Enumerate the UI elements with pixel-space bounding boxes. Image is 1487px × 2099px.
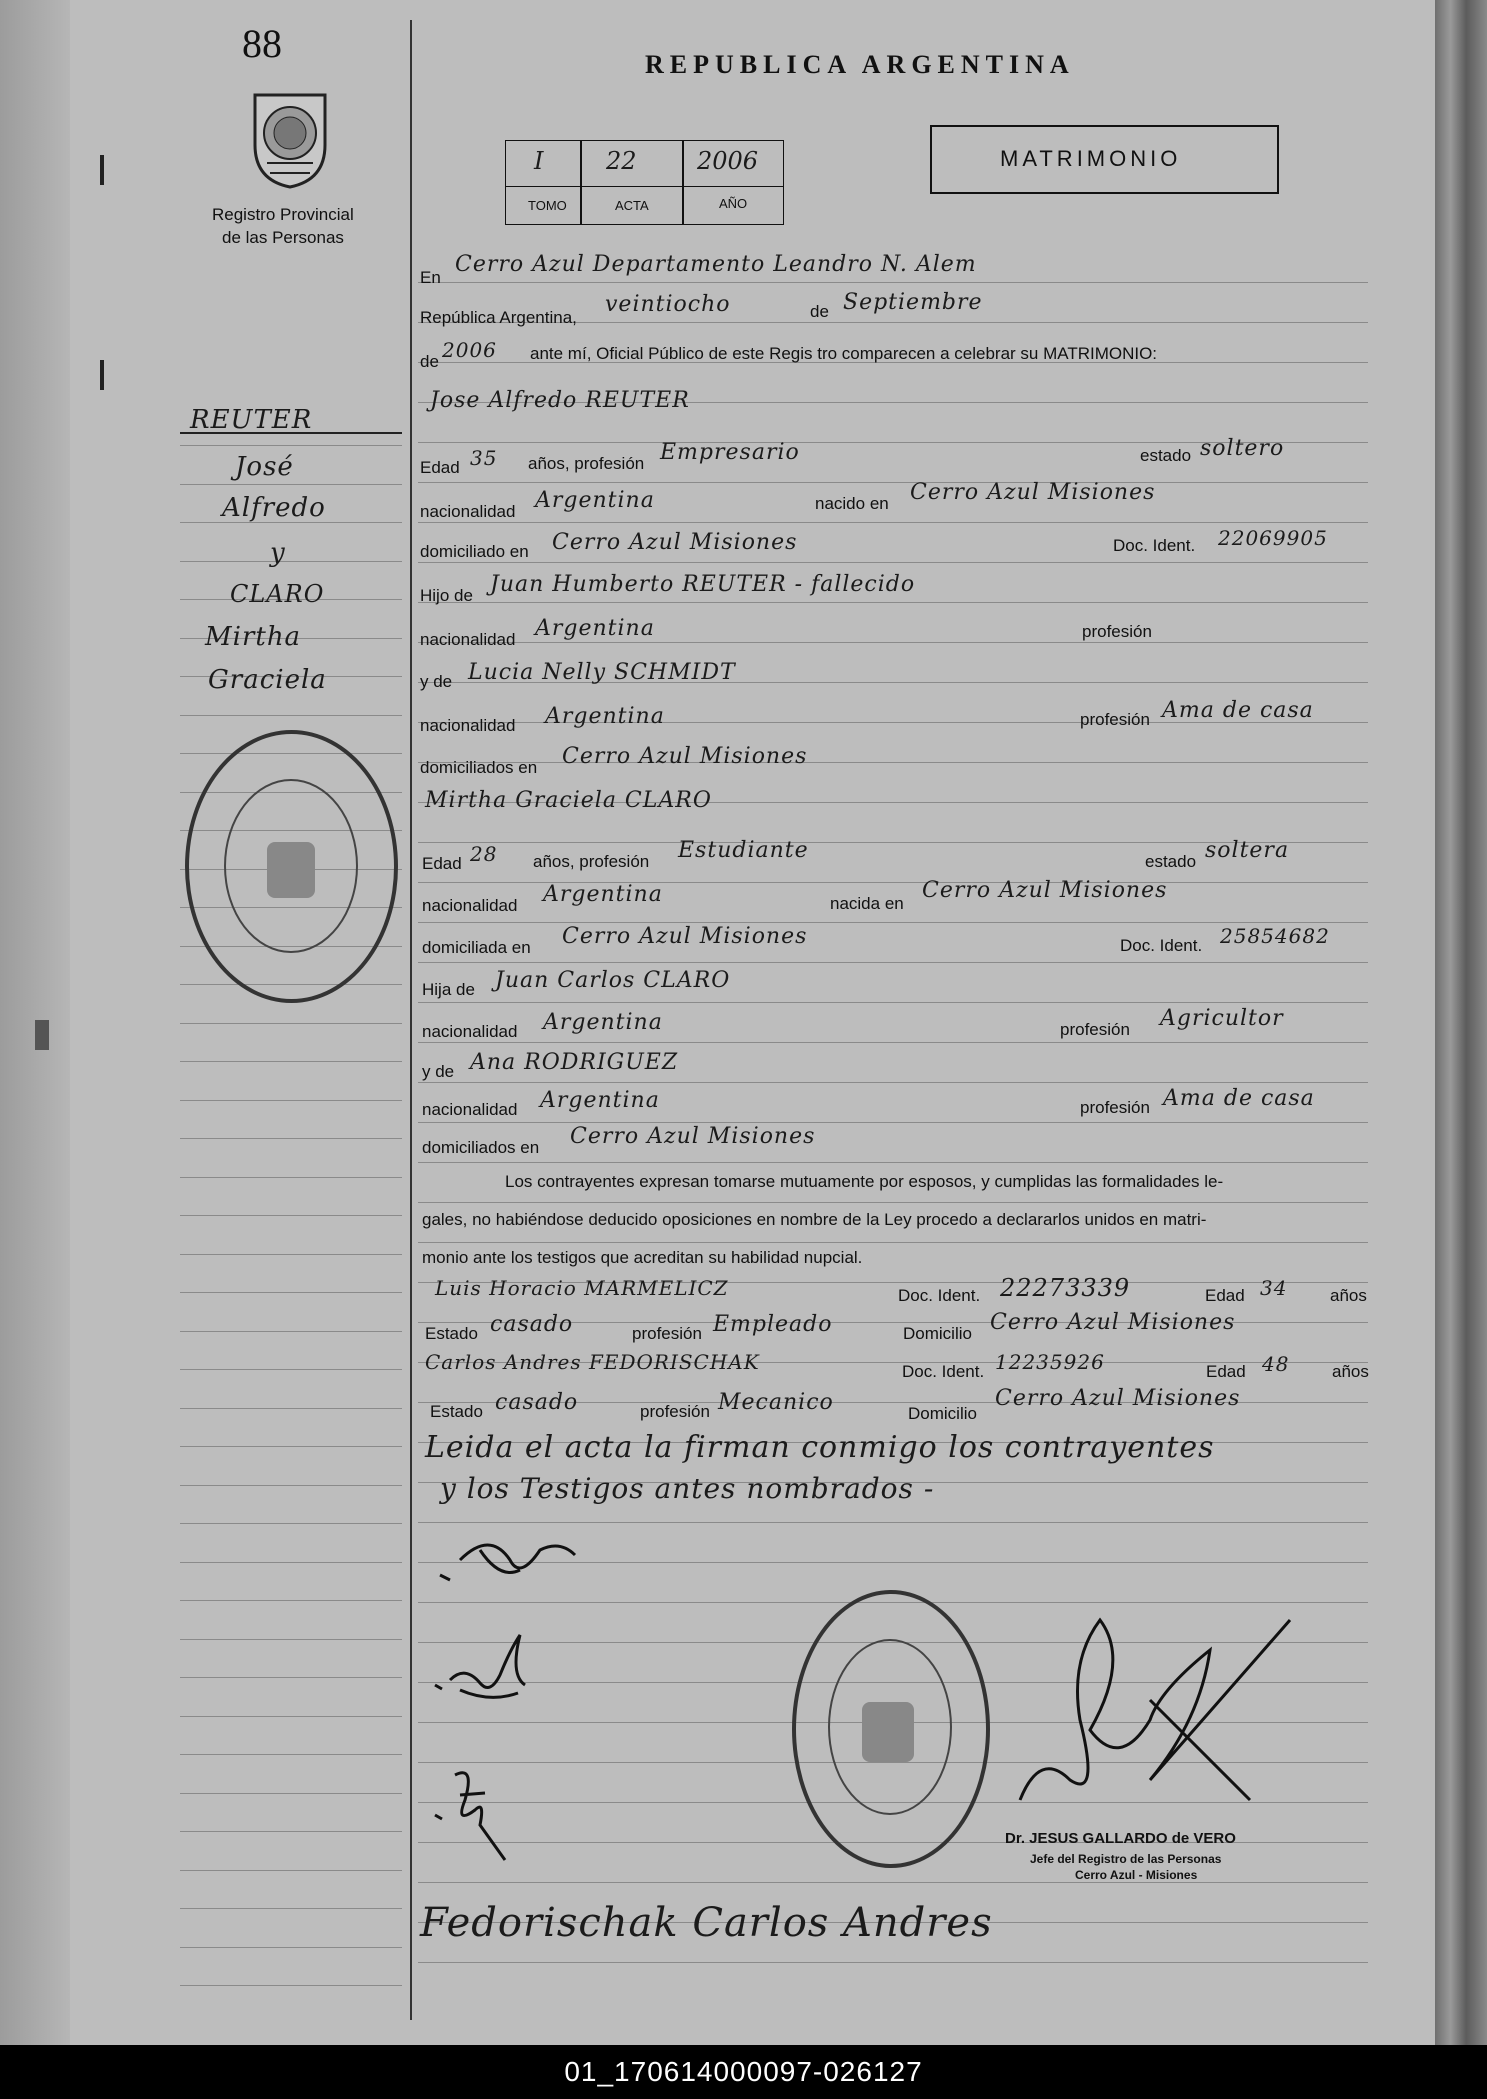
groom-nationality: Argentina (535, 488, 655, 513)
groom-yde-label: y de (420, 672, 453, 691)
witness2-signature: Fedorischak Carlos Andres (420, 1900, 993, 1946)
ruled-line (418, 482, 1368, 483)
ruled-line (418, 1202, 1368, 1203)
ruled-line (180, 715, 402, 716)
groom-father: Juan Humberto REUTER - fallecido (490, 572, 916, 597)
margin-name-5: Mirtha (205, 622, 302, 652)
groom-edad-label: Edad (420, 458, 460, 477)
groom-domicile: Cerro Azul Misiones (552, 530, 798, 555)
declaration-line3: monio ante los testigos que acreditan su habilidad nupcial. (422, 1248, 863, 1267)
groom-hijo-label: Hijo de (420, 586, 473, 605)
groom-estado-label: estado (1140, 446, 1192, 465)
ruled-line (180, 1061, 402, 1062)
groom-mother-nationality: Argentina (545, 704, 665, 729)
ruled-line (180, 1331, 402, 1332)
bride-mother-nationality: Argentina (540, 1088, 660, 1113)
ruled-line (180, 1754, 402, 1755)
ruled-line (418, 1962, 1368, 1963)
bride-edad-label: Edad (422, 854, 462, 873)
bride-nationality: Argentina (543, 882, 663, 907)
ruled-line (180, 1908, 402, 1909)
ruled-line (180, 1100, 402, 1101)
witness2-estado-label: Estado (430, 1402, 483, 1421)
ruled-line (180, 1177, 402, 1178)
bride-birthplace: Cerro Azul Misiones (922, 878, 1168, 903)
groom-mother: Lucia Nelly SCHMIDT (468, 660, 736, 685)
bride-yde-label: y de (422, 1062, 455, 1081)
witness2-profession: Mecanico (718, 1390, 834, 1415)
intro-year: 2006 (442, 338, 497, 362)
witness1-name: Luis Horacio MARMELICZ (435, 1276, 729, 1300)
registry-name-line1: Registro Provincial (212, 205, 354, 224)
ruled-line (180, 1639, 402, 1640)
bride-estado-label: estado (1145, 852, 1197, 871)
bride-nacionalidad-label: nacionalidad (422, 896, 518, 915)
de-label-2: de (420, 352, 439, 371)
groom-nacionalidad-label: nacionalidad (420, 502, 516, 521)
binding-mark (100, 360, 104, 390)
ruled-line (180, 1254, 402, 1255)
binding-edge-right (1435, 0, 1487, 2045)
ruled-line (180, 1793, 402, 1794)
groom-anios-profesion-label: años, profesión (528, 454, 645, 473)
bride-parents-dom-label: domiciliados en (422, 1138, 540, 1157)
bride-nacida-label: nacida en (830, 894, 904, 913)
margin-underline (180, 432, 402, 434)
margin-name-1: José (235, 452, 294, 482)
bride-doc: 25854682 (1220, 924, 1330, 948)
ruled-line (180, 484, 402, 485)
witness2-domicile: Cerro Azul Misiones (995, 1386, 1241, 1411)
de-label: de (810, 302, 829, 321)
bride-parents-domicile: Cerro Azul Misiones (570, 1124, 816, 1149)
groom-name: Jose Alfredo REUTER (430, 388, 690, 413)
ruled-line (180, 445, 402, 446)
ruled-line (180, 1716, 402, 1717)
ruled-line (180, 1446, 402, 1447)
bride-signature (430, 1625, 550, 1715)
groom-doc-label: Doc. Ident. (1113, 536, 1196, 555)
ruled-line (180, 1600, 402, 1601)
bride-father: Juan Carlos CLARO (495, 968, 731, 993)
registry-stamp-center (792, 1590, 990, 1868)
bride-name: Mirtha Graciela CLARO (425, 788, 712, 813)
anio-label: AÑO (719, 196, 748, 211)
groom-domiciliado-label: domiciliado en (420, 542, 529, 561)
binding-mark (35, 1020, 49, 1050)
ruled-line (418, 562, 1368, 563)
witness1-signature (430, 1755, 520, 1865)
ruled-line (418, 1882, 1368, 1883)
anio-value: 2006 (697, 147, 759, 175)
ruled-line (180, 1485, 402, 1486)
registry-name-line2: de las Personas (222, 228, 344, 247)
witness1-edad-label: Edad (1205, 1286, 1245, 1305)
witness2-profesion-label: profesión (640, 1402, 710, 1421)
acta-cell (580, 140, 684, 187)
ruled-line (418, 1082, 1368, 1083)
ruled-line (180, 561, 402, 562)
witness2-age: 48 (1262, 1352, 1290, 1376)
ruled-line (418, 922, 1368, 923)
groom-profession: Empresario (660, 440, 800, 465)
officer-place: Cerro Azul - Misiones (1075, 1868, 1198, 1882)
registry-stamp-left (185, 730, 398, 1003)
witness1-doc-label: Doc. Ident. (898, 1286, 981, 1305)
bride-status: soltera (1205, 838, 1290, 863)
groom-parents-domicile: Cerro Azul Misiones (562, 744, 808, 769)
groom-doc: 22069905 (1218, 526, 1328, 550)
country-title: REPUBLICA ARGENTINA (645, 50, 1075, 79)
bride-mother-prof-label: profesión (1080, 1098, 1150, 1117)
bride-domiciliada-label: domiciliada en (422, 938, 531, 957)
ruled-line (180, 1985, 402, 1986)
witness1-domicile: Cerro Azul Misiones (990, 1310, 1236, 1335)
declaration-line2: gales, no habiéndose deducido oposiciones en nombre de la Ley procedo a declararlos unidos en matri- (422, 1210, 1207, 1229)
bride-mother-profession: Ama de casa (1163, 1086, 1315, 1111)
provincial-seal-icon (245, 85, 335, 190)
record-type: MATRIMONIO (1000, 146, 1182, 171)
ruled-line (418, 762, 1368, 763)
intro-place: Cerro Azul Departamento Leandro N. Alem (455, 252, 977, 277)
ruled-line (418, 642, 1368, 643)
witness1-domicilio-label: Domicilio (903, 1324, 972, 1343)
intro-month: Septiembre (843, 290, 983, 315)
ruled-line (418, 1002, 1368, 1003)
ruled-line (180, 1523, 402, 1524)
groom-mother-prof-label: profesión (1080, 710, 1150, 729)
ruled-line (418, 1042, 1368, 1043)
declaration-line1: Los contrayentes expresan tomarse mutuamente por esposos, y cumplidas las formalidades le- (505, 1172, 1224, 1191)
witness1-status: casado (490, 1312, 574, 1337)
witness1-doc: 22273339 (1000, 1274, 1131, 1302)
witness1-profesion-label: profesión (632, 1324, 702, 1343)
groom-father-prof-label: profesión (1082, 622, 1152, 641)
margin-name-2: Alfredo (222, 493, 326, 523)
bride-age: 28 (470, 842, 498, 866)
tomo-label-cell (505, 186, 582, 225)
ruled-line (180, 1562, 402, 1563)
intro-day: veintiocho (605, 292, 731, 317)
bride-father-nationality: Argentina (543, 1010, 663, 1035)
ruled-line (180, 1215, 402, 1216)
bride-hija-label: Hija de (422, 980, 475, 999)
ruled-line (418, 1162, 1368, 1163)
acta-label: ACTA (615, 198, 649, 213)
bride-doc-label: Doc. Ident. (1120, 936, 1203, 955)
officer-title: Jefe del Registro de las Personas (1030, 1852, 1222, 1866)
ruled-line (180, 1947, 402, 1948)
ruled-line (418, 522, 1368, 523)
tomo-cell (505, 140, 582, 187)
witness2-doc-label: Doc. Ident. (902, 1362, 985, 1381)
en-label: En (420, 268, 441, 287)
ruled-line (180, 1870, 402, 1871)
ruled-line (418, 1242, 1368, 1243)
ruled-line (180, 1292, 402, 1293)
bride-anios-profesion-label: años, profesión (533, 852, 650, 871)
ruled-line (418, 962, 1368, 963)
officer-signature (1000, 1600, 1320, 1830)
margin-name-4: CLARO (230, 580, 325, 608)
witness1-age: 34 (1260, 1276, 1288, 1300)
bride-domicile: Cerro Azul Misiones (562, 924, 808, 949)
margin-surname-groom: REUTER (190, 405, 313, 435)
groom-father-nationality: Argentina (535, 616, 655, 641)
witness2-edad-label: Edad (1206, 1362, 1246, 1381)
ruled-line (180, 1677, 402, 1678)
ruled-line (180, 1023, 402, 1024)
groom-age: 35 (470, 446, 498, 470)
anio-cell (682, 140, 784, 187)
intro-sentence: ante mí, Oficial Público de este Regis tro comparecen a celebrar su MATRIMONIO: (530, 344, 1158, 363)
ruled-line (180, 1831, 402, 1832)
anio-label-cell (682, 186, 784, 225)
witness2-status: casado (495, 1390, 579, 1415)
ruled-line (418, 1122, 1368, 1123)
ruled-line (180, 1369, 402, 1370)
closing-line1: Leida el acta la firman conmigo los contrayentes (425, 1430, 1215, 1465)
margin-divider (410, 20, 412, 2020)
groom-father-nat-label: nacionalidad (420, 630, 516, 649)
groom-parents-dom-label: domiciliados en (420, 758, 538, 777)
bride-profession: Estudiante (678, 838, 809, 863)
acta-label-cell (580, 186, 684, 225)
witness2-name: Carlos Andres FEDORISCHAK (425, 1350, 760, 1374)
groom-birthplace: Cerro Azul Misiones (910, 480, 1156, 505)
tomo-value: I (534, 147, 544, 175)
bride-father-nat-label: nacionalidad (422, 1022, 518, 1041)
witness1-estado-label: Estado (425, 1324, 478, 1343)
ruled-line (418, 282, 1368, 283)
bride-mother: Ana RODRIGUEZ (470, 1050, 679, 1075)
groom-mother-profession: Ama de casa (1162, 698, 1314, 723)
binding-mark (100, 155, 104, 185)
scan-file-code: 01_170614000097-026127 (0, 2045, 1487, 2099)
margin-name-3: y (270, 538, 286, 568)
witness2-anios-label: años (1332, 1362, 1369, 1381)
republica-label: República Argentina, (420, 308, 577, 327)
page-number: 88 (242, 21, 282, 66)
groom-status: soltero (1200, 436, 1285, 461)
closing-line2: y los Testigos antes nombrados - (440, 1472, 935, 1505)
witness2-doc: 12235926 (995, 1350, 1105, 1374)
witness2-domicilio-label: Domicilio (908, 1404, 977, 1423)
ruled-line (180, 1138, 402, 1139)
witness1-anios-label: años (1330, 1286, 1367, 1305)
bride-father-prof-label: profesión (1060, 1020, 1130, 1039)
witness1-profession: Empleado (713, 1312, 833, 1337)
groom-mother-nat-label: nacionalidad (420, 716, 516, 735)
tomo-label: TOMO (528, 198, 567, 213)
bride-mother-nat-label: nacionalidad (422, 1100, 518, 1119)
officer-name: Dr. JESUS GALLARDO de VERO (1005, 1830, 1236, 1847)
margin-name-6: Graciela (208, 665, 327, 695)
record-type-box (930, 125, 1279, 194)
groom-nacido-label: nacido en (815, 494, 889, 513)
groom-signature (430, 1520, 590, 1600)
acta-value: 22 (606, 147, 637, 175)
ruled-line (180, 1408, 402, 1409)
bride-father-profession: Agricultor (1160, 1006, 1284, 1031)
ruled-line (418, 602, 1368, 603)
